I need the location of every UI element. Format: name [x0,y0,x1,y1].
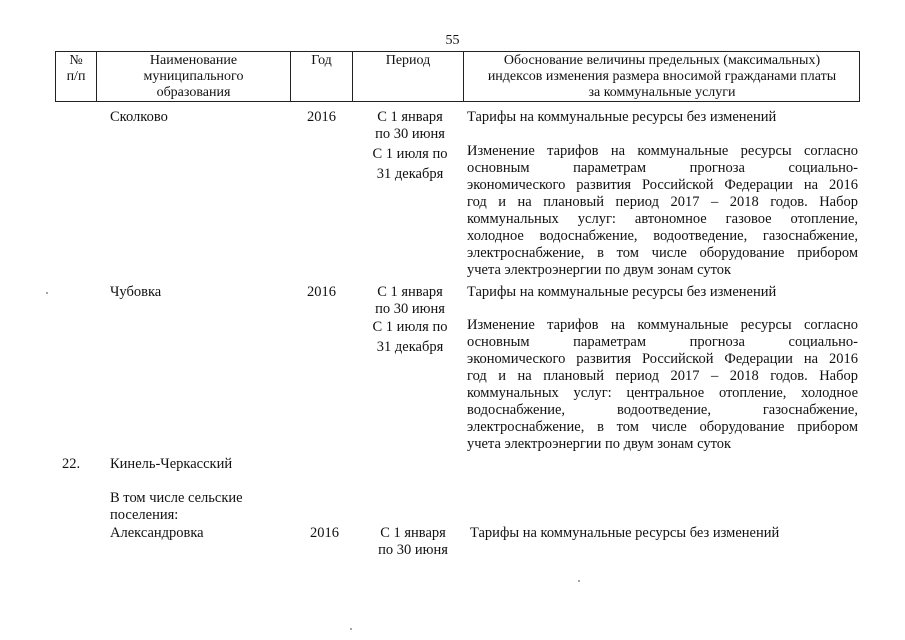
scan-speck [46,292,48,294]
row-name: Сколково [110,109,168,125]
row-name: Чубовка [110,284,162,300]
row-period: С 1 июля по 31 декабря [372,146,448,182]
district-number: 22. [62,456,81,472]
header-col-year: Год [311,53,332,68]
page-number: 55 [445,33,460,48]
scan-speck [578,580,580,582]
row-year: 2016 [307,284,336,300]
header-col-period: Период [385,53,431,68]
row-year: 2016 [307,109,336,125]
header-col-name: Наименование муниципального образования [143,53,244,100]
row-name: Александровка [110,525,204,541]
row-year: 2016 [310,525,339,541]
row-reason: Изменение тарифов на коммунальные ресурсы согласно основным параметрам прогноза социально- экономического развития Российской Федерации на 2016 год и на плановый период 2017 – 2018 годов. Набор коммунальных услуг: автономное газовое отопление, холодное водоснабжение, водоотведение, газоснабжение, электроснабжение, в том числе оборудование прибором учета электроэнергии по двум зонам суток [467,143,858,278]
row-reason: Изменение тарифов на коммунальные ресурсы согласно основным параметрам прогноза социально- экономического развития Российской Федерации на 2016 год и на плановый период 2017 – 2018 годов. Набор коммунальных услуг: центральное отопление, холодное водоснабжение, водоотведение, газоснабжение, электроснабжение, в том числе оборудование прибором учета электроэнергии по двум зонам суток [467,317,858,452]
subheading: В том числе сельские поселения: [110,490,243,523]
header-col-number: № п/п [66,53,86,84]
row-reason: Тарифы на коммунальные ресурсы без изменений [470,525,780,541]
row-period: С 1 июля по 31 декабря [372,319,448,355]
row-period: С 1 января по 30 июня [375,284,445,317]
row-period: С 1 января по 30 июня [375,109,445,142]
district-name: Кинель-Черкасский [110,456,233,472]
header-col-reason: Обоснование величины предельных (максимальных) индексов изменения размера вносимой гражданами платы за коммунальные услуги [487,53,837,100]
row-reason: Тарифы на коммунальные ресурсы без изменений [467,284,777,300]
row-period: С 1 января по 30 июня [378,525,448,558]
row-reason: Тарифы на коммунальные ресурсы без изменений [467,109,777,125]
scan-speck [350,628,352,630]
